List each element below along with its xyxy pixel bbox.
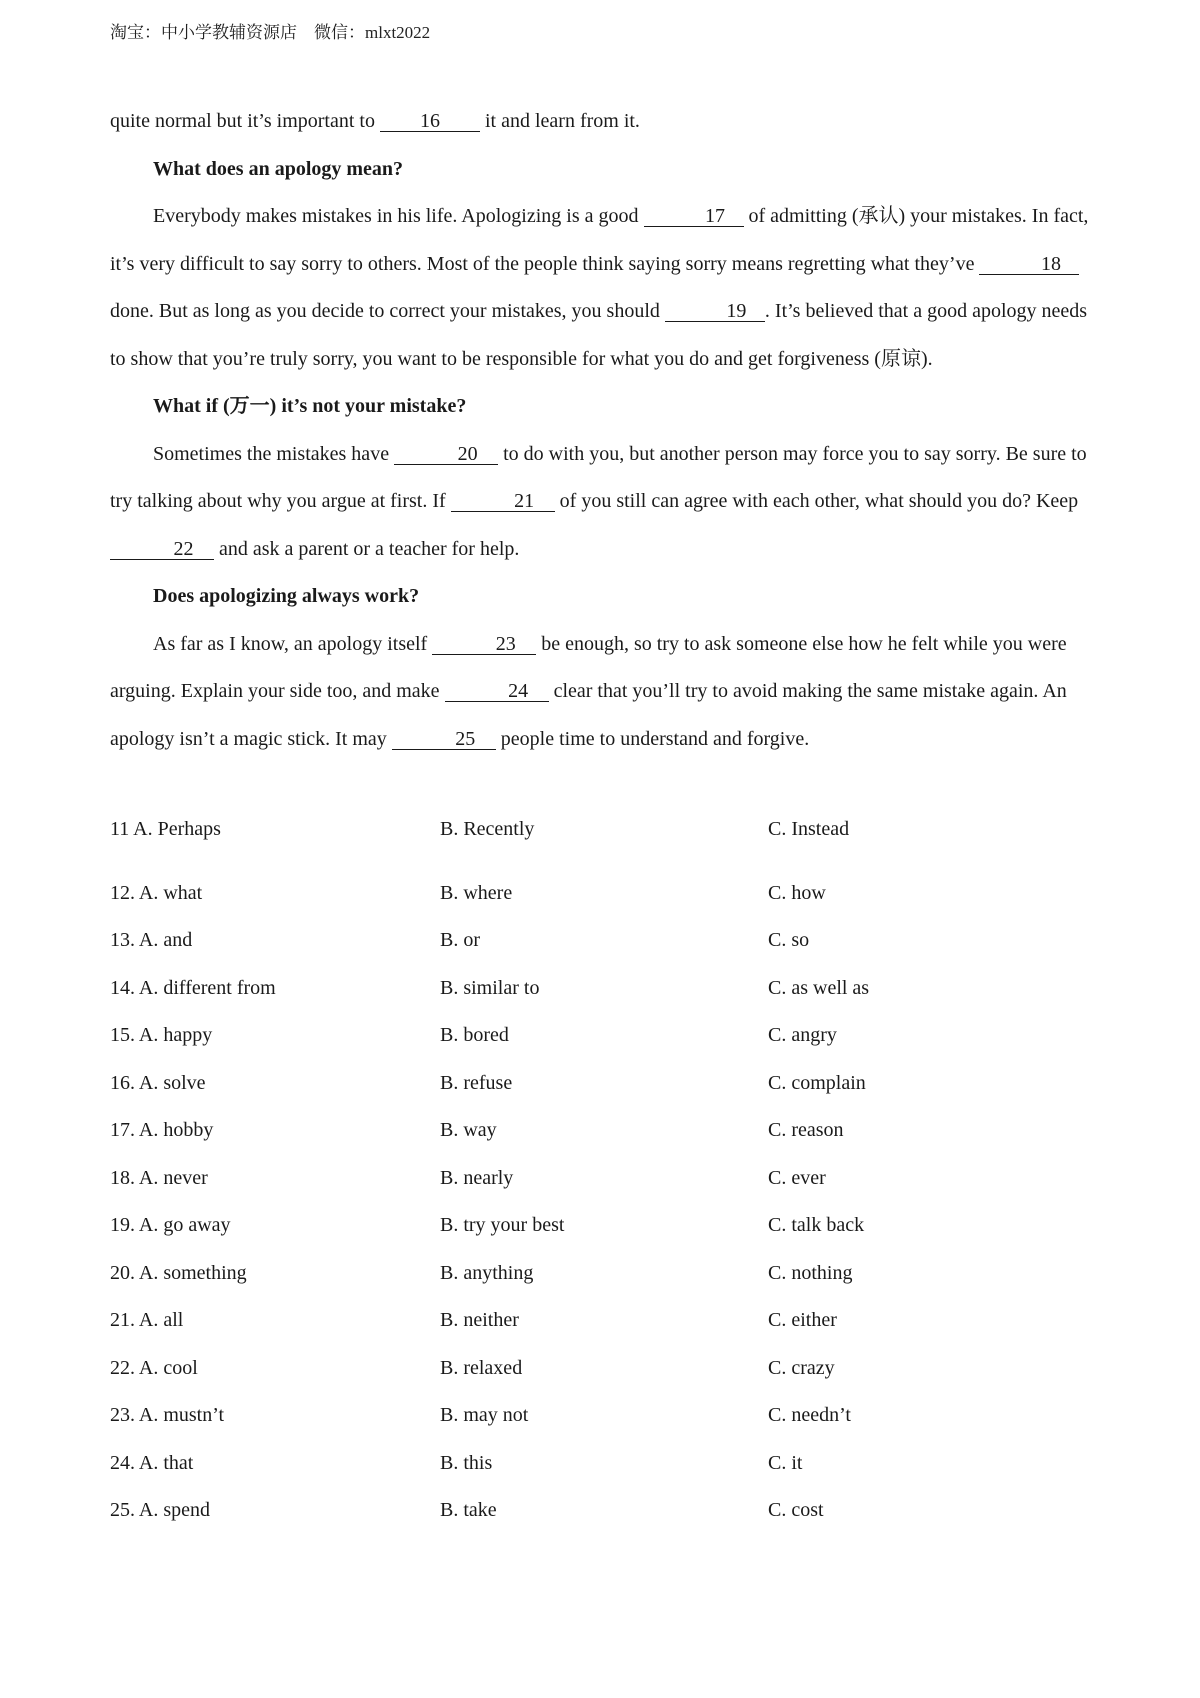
option-c: C. angry — [768, 1024, 837, 1046]
option-b: B. bored — [440, 1024, 509, 1046]
option-a: 11 A. Perhaps — [110, 818, 221, 840]
blank-18: 18 — [979, 254, 1079, 275]
text-span: it and learn from it. — [484, 110, 640, 132]
text-span: of you still can agree with each other, what should you do? Keep — [559, 490, 1079, 512]
option-row — [110, 917, 1100, 965]
text-span: be enough, so try to ask someone else how he felt while you were arguing. Explain your side too, and make — [110, 632, 1067, 702]
text-span: and ask a parent or a teacher for help. — [219, 537, 520, 560]
option-row — [110, 1060, 1100, 1108]
option-b: B. this — [440, 1451, 493, 1474]
option-b: B. similar to — [440, 976, 540, 999]
text-span: to do with you, but another person may force you to say sorry. Be sure to try talking about why you argue at first. If — [110, 442, 1087, 512]
blank-24: 24 — [445, 681, 549, 702]
option-c: C. it — [768, 1451, 803, 1474]
blank-23: 23 — [432, 634, 536, 655]
blank-22: 22 — [110, 539, 214, 560]
option-c: C. either — [768, 1309, 837, 1331]
option-a: 22. A. cool — [110, 1356, 198, 1379]
option-c: C. Instead — [768, 818, 850, 840]
option-c: C. reason — [768, 1119, 844, 1141]
option-b: B. relaxed — [440, 1356, 523, 1379]
option-a: 17. A. hobby — [110, 1119, 214, 1141]
paragraph-3 — [110, 621, 1100, 764]
blank-21: 21 — [451, 491, 555, 512]
text-span: done. But as long as you decide to correct your mistakes, you should — [110, 300, 660, 322]
option-b: B. take — [440, 1499, 497, 1521]
option-c: C. ever — [768, 1166, 826, 1189]
text-span: clear that you’ll try to avoid making the same mistake again. An apology isn’t a magic stick. It may — [110, 680, 1067, 750]
option-a: 24. A. that — [110, 1451, 194, 1474]
option-b: B. try your best — [440, 1214, 565, 1236]
option-row — [110, 1155, 1100, 1203]
option-row — [110, 1202, 1100, 1250]
option-c: C. nothing — [768, 1261, 853, 1284]
option-row — [110, 1107, 1100, 1155]
blank-20: 20 — [394, 444, 498, 465]
section-heading-2: What if (万一) it’s not your mistake? — [153, 395, 467, 417]
option-b: B. may not — [440, 1404, 529, 1426]
option-a: 20. A. something — [110, 1261, 247, 1284]
text-span: As far as I know, an apology itself — [153, 632, 428, 655]
option-c: C. so — [768, 929, 810, 951]
shop-label: 淘宝：中小学教辅资源店 — [110, 23, 297, 42]
option-c: C. talk back — [768, 1214, 865, 1236]
option-a: 25. A. spend — [110, 1499, 210, 1521]
option-row — [110, 1392, 1100, 1440]
option-row — [110, 1012, 1100, 1060]
paragraph-2 — [110, 431, 1100, 574]
option-c: C. as well as — [768, 976, 870, 999]
option-row — [110, 1440, 1100, 1488]
option-b: B. way — [440, 1119, 497, 1141]
option-b: B. or — [440, 929, 480, 951]
option-c: C. how — [768, 881, 826, 904]
option-b: B. anything — [440, 1261, 534, 1284]
option-row — [110, 1345, 1100, 1393]
text-span: quite normal but it’s important to — [110, 110, 375, 132]
option-c: C. complain — [768, 1071, 866, 1094]
option-row — [110, 806, 1100, 854]
paragraph-1 — [110, 193, 1100, 383]
option-b: B. where — [440, 881, 513, 904]
text-span: Sometimes the mistakes have — [153, 442, 390, 465]
option-row — [110, 1250, 1100, 1298]
option-c: C. crazy — [768, 1356, 835, 1379]
option-b: B. nearly — [440, 1166, 514, 1189]
text-span: Everybody makes mistakes in his life. Apologizing is a good — [153, 205, 639, 227]
option-c: C. cost — [768, 1499, 824, 1521]
page-header — [110, 18, 430, 43]
text-span: of admitting (承认) your mistakes. In fact, it’s very difficult to say sorry to others. Most of the people think saying sorry means regretting what they’ve — [110, 205, 1089, 275]
paragraph-0 — [110, 98, 1100, 146]
option-a: 18. A. never — [110, 1166, 208, 1189]
option-row — [110, 965, 1100, 1013]
text-span: . It’s believed that a good apology needs to show that you’re truly sorry, you want to be responsible for what you do and get forgiveness (原谅). — [110, 300, 1088, 370]
option-a: 14. A. different from — [110, 976, 276, 999]
cloze-passage — [110, 98, 1100, 763]
option-a: 15. A. happy — [110, 1024, 213, 1046]
option-a: 19. A. go away — [110, 1214, 231, 1236]
option-row — [110, 1297, 1100, 1345]
blank-19: 19 — [665, 301, 765, 322]
option-row — [110, 870, 1100, 918]
option-a: 23. A. mustn’t — [110, 1404, 225, 1426]
section-heading-3: Does apologizing always work? — [153, 585, 420, 607]
blank-25: 25 — [392, 729, 496, 750]
wechat-label: 微信：mlxt2022 — [314, 23, 431, 42]
option-a: 12. A. what — [110, 881, 203, 904]
option-b: B. Recently — [440, 818, 535, 840]
option-a: 21. A. all — [110, 1309, 184, 1331]
answer-options — [110, 806, 1100, 1535]
text-span: people time to understand and forgive. — [500, 727, 810, 750]
option-b: B. neither — [440, 1309, 519, 1331]
option-c: C. needn’t — [768, 1404, 851, 1426]
blank-16: 16 — [380, 111, 480, 132]
option-row — [110, 1487, 1100, 1535]
option-a: 16. A. solve — [110, 1071, 206, 1094]
section-heading-1: What does an apology mean? — [153, 157, 404, 180]
option-a: 13. A. and — [110, 929, 193, 951]
blank-17: 17 — [644, 206, 744, 227]
option-b: B. refuse — [440, 1071, 513, 1094]
